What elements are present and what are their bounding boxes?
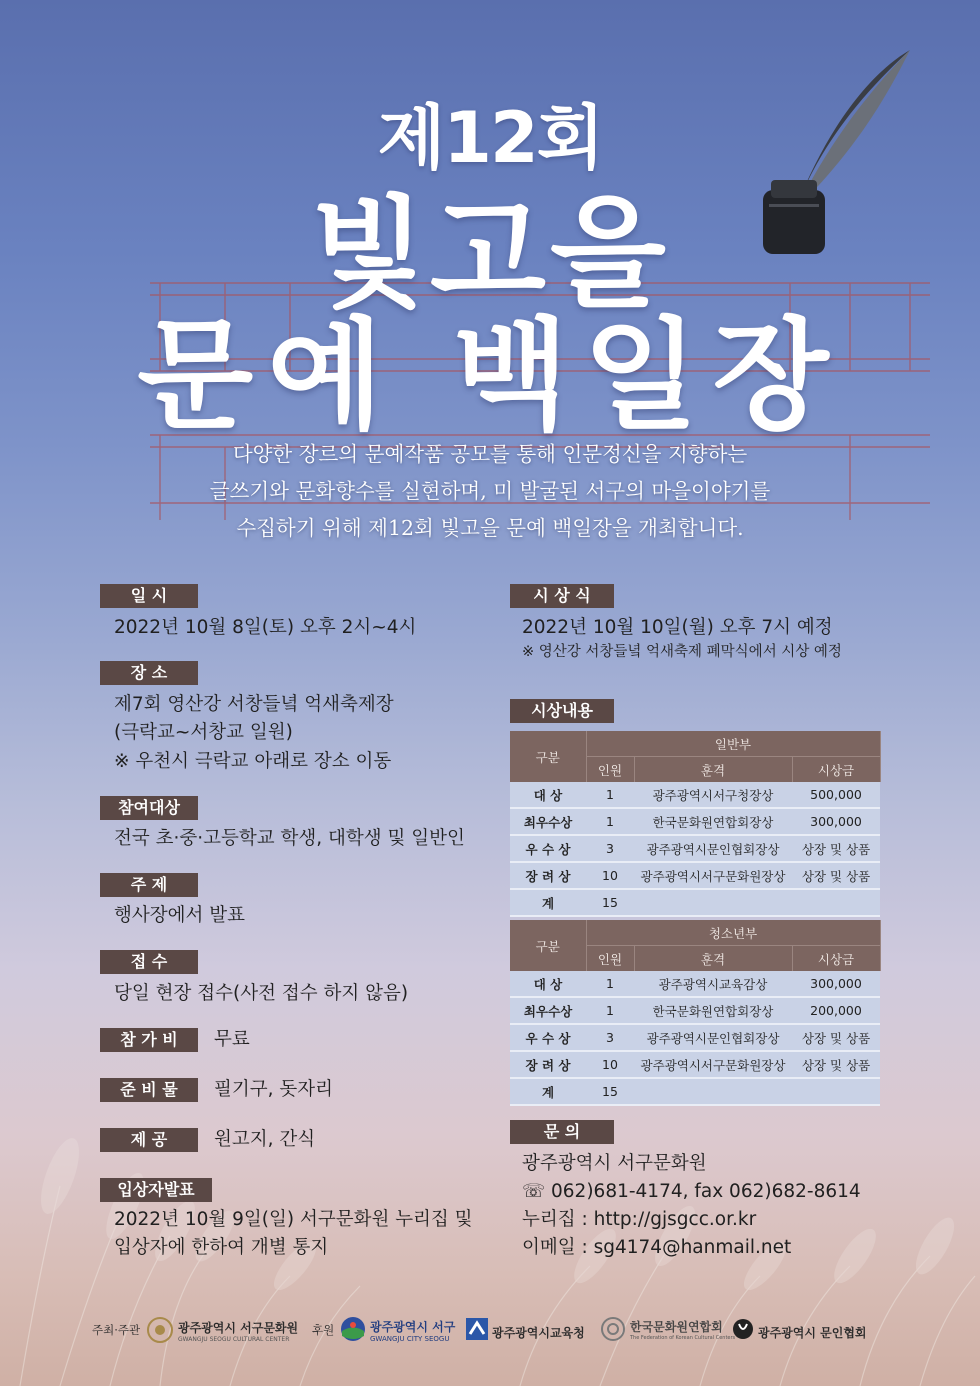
sponsor1-name-en: GWANGJU CITY SEOGU: [370, 1335, 450, 1343]
fee-label: 참 가 비: [100, 1028, 198, 1052]
topic-text: 행사장에서 발표: [114, 905, 245, 926]
intro-line: 수집하기 위해 제12회 빛고을 문예 백일장을 개최합니다.: [236, 516, 744, 540]
award-cell: 한국문화원연합회장상: [634, 997, 792, 1024]
table-row: [510, 1024, 880, 1051]
intro-text: [100, 436, 880, 547]
general-division-header: 일반부: [586, 731, 880, 757]
rank-cell: 우 수 상: [510, 835, 586, 862]
award-cell: 광주광역시문인협회장상: [634, 835, 792, 862]
award-cell: 광주광역시서구문화원장상: [634, 1051, 792, 1078]
edition-title: 제12회: [377, 97, 603, 179]
count-cell: 10: [586, 1051, 634, 1078]
rank-cell: 최우수상: [510, 808, 586, 835]
prize-cell: 상장 및 상품: [792, 862, 880, 889]
count-cell: 1: [586, 808, 634, 835]
table-row: [510, 1078, 880, 1105]
contact-email[interactable]: 이메일 : sg4174@hanmail.net: [522, 1237, 792, 1258]
youth-awards-table: [510, 920, 881, 1106]
count-cell: 10: [586, 862, 634, 889]
seogu-logo-icon: [340, 1316, 366, 1342]
rank-cell: 우 수 상: [510, 1024, 586, 1051]
rank-cell: 계: [510, 1078, 586, 1105]
award-cell: [634, 1078, 792, 1105]
intro-line: 글쓰기와 문화향수를 실현하며, 미 발굴된 서구의 마을이야기를: [209, 479, 771, 503]
sponsor3-name: 한국문화원연합회: [630, 1320, 723, 1334]
supplies-text: 필기구, 돗자리: [214, 1079, 333, 1100]
place-line: 제7회 영산강 서창들녘 억새축제장: [114, 694, 394, 715]
count-header: 인원: [586, 757, 634, 783]
general-awards-table: [510, 731, 881, 917]
table-row: [510, 971, 880, 997]
participants-text: 전국 초·중·고등학교 학생, 대학생 및 일반인: [114, 828, 465, 849]
prize-cell: 300,000: [792, 971, 880, 997]
date-text: 2022년 10월 8일(토) 오후 2시~4시: [114, 617, 417, 638]
provided-text: 원고지, 간식: [214, 1129, 316, 1150]
contact-org: 광주광역시 서구문화원: [522, 1153, 707, 1174]
date-label: 일 시: [100, 584, 198, 608]
category-header: 구분: [510, 920, 586, 971]
prize-cell: [792, 889, 880, 916]
sponsor1-name: 광주광역시 서구: [370, 1320, 456, 1334]
fee-text: 무료: [214, 1029, 250, 1050]
place-label: 장 소: [100, 661, 198, 685]
award-cell: 한국문화원연합회장상: [634, 808, 792, 835]
rank-cell: 장 려 상: [510, 1051, 586, 1078]
count-cell: 1: [586, 971, 634, 997]
table-row: [510, 889, 880, 916]
writers-association-logo-icon: [732, 1318, 754, 1340]
prize-cell: 상장 및 상품: [792, 1024, 880, 1051]
rank-cell: 대 상: [510, 782, 586, 808]
prize-cell: 200,000: [792, 997, 880, 1024]
cultural-federation-logo-icon: [600, 1316, 626, 1342]
youth-division-header: 청소년부: [586, 920, 880, 946]
main-title-line2: 문예 백일장: [137, 307, 843, 446]
prize-cell: 상장 및 상품: [792, 835, 880, 862]
place-note: ※ 우천시 극락교 아래로 장소 이동: [114, 751, 392, 772]
rank-cell: 계: [510, 889, 586, 916]
count-cell: 1: [586, 997, 634, 1024]
ceremony-label: 시 상 식: [510, 584, 614, 608]
education-office-logo-icon: [466, 1318, 488, 1340]
host-label: 주최·주관: [92, 1323, 141, 1337]
award-cell: 광주광역시서구문화원장상: [634, 862, 792, 889]
award-header: 훈격: [634, 946, 792, 972]
category-header: 구분: [510, 731, 586, 782]
sponsor2-name: 광주광역시교육청: [492, 1326, 585, 1340]
participants-label: 참여대상: [100, 796, 198, 820]
count-header: 인원: [586, 946, 634, 972]
sponsor3-name-en: The Federation of Korean Cultural Centers: [630, 1335, 736, 1341]
winners-line: 2022년 10월 9일(일) 서구문화원 누리집 및: [114, 1209, 473, 1230]
prize-cell: 300,000: [792, 808, 880, 835]
rank-cell: 대 상: [510, 971, 586, 997]
ceremony-text: 2022년 10월 10일(월) 오후 7시 예정: [522, 617, 833, 638]
award-header: 훈격: [634, 757, 792, 783]
ceremony-note: ※ 영산강 서창들녘 억새축제 폐막식에서 시상 예정: [522, 644, 842, 660]
contact-phone: ☏ 062)681-4174, fax 062)682-8614: [522, 1181, 861, 1202]
sponsor4-name: 광주광역시 문인협회: [758, 1326, 867, 1340]
contact-website[interactable]: 누리집 : http://gjsgcc.or.kr: [522, 1209, 757, 1230]
sponsor-label: 후원: [312, 1323, 335, 1337]
prize-header: 시상금: [792, 757, 880, 783]
award-cell: 광주광역시서구청장상: [634, 782, 792, 808]
count-cell: 3: [586, 1024, 634, 1051]
award-cell: 광주광역시문인협회장상: [634, 1024, 792, 1051]
count-cell: 3: [586, 835, 634, 862]
rank-cell: 장 려 상: [510, 862, 586, 889]
winners-line: 입상자에 한하여 개별 통지: [114, 1237, 329, 1258]
rank-cell: 최우수상: [510, 997, 586, 1024]
host-name: 광주광역시 서구문화원: [178, 1321, 299, 1335]
place-line: (극락교~서창교 일원): [114, 722, 293, 743]
provided-label: 제 공: [100, 1128, 198, 1152]
registration-text: 당일 현장 접수(사전 접수 하지 않음): [114, 983, 409, 1004]
table-row: [510, 862, 880, 889]
supplies-label: 준 비 물: [100, 1078, 198, 1102]
table-row: [510, 835, 880, 862]
prize-header: 시상금: [792, 946, 880, 972]
count-cell: 15: [586, 1078, 634, 1105]
main-title-line1: 빛고을: [310, 185, 670, 324]
prize-cell: 500,000: [792, 782, 880, 808]
topic-label: 주 제: [100, 873, 198, 897]
table-row: [510, 997, 880, 1024]
table-row: [510, 1051, 880, 1078]
table-row: [510, 782, 880, 808]
contact-label: 문 의: [510, 1120, 614, 1144]
registration-label: 접 수: [100, 950, 198, 974]
table-row: [510, 808, 880, 835]
prize-cell: 상장 및 상품: [792, 1051, 880, 1078]
intro-line: 다양한 장르의 문예작품 공모를 통해 인문정신을 지향하는: [232, 442, 748, 466]
prize-cell: [792, 1078, 880, 1105]
count-cell: 1: [586, 782, 634, 808]
awards-label: 시상내용: [510, 699, 614, 723]
seogu-culture-logo-icon: [146, 1316, 174, 1344]
host-name-en: GWANGJU SEOGU CULTURAL CENTER: [178, 1336, 290, 1343]
count-cell: 15: [586, 889, 634, 916]
award-cell: 광주광역시교육감상: [634, 971, 792, 997]
award-cell: [634, 889, 792, 916]
winners-label: 입상자발표: [100, 1178, 212, 1202]
